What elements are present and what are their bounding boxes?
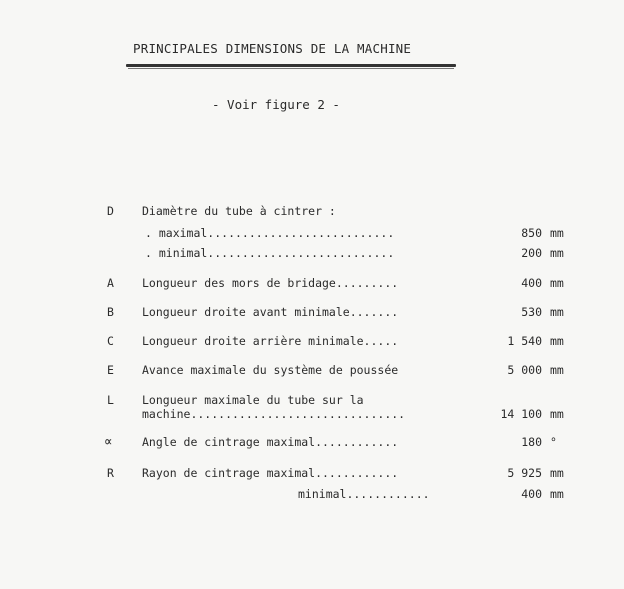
row-label: minimal............ [298,487,430,501]
row-value: 200 [521,246,542,260]
row-value: 14 100 [500,407,542,421]
row-label: Longueur droite arrière minimale..... [142,334,399,348]
dimension-row-a [0,275,624,291]
dimension-row-r-min [0,486,624,502]
row-label: Longueur droite avant minimale....... [142,305,399,319]
row-value: 850 [521,226,542,240]
row-value: 530 [521,305,542,319]
row-unit: ° [550,435,557,449]
row-label: Longueur maximale du tube sur la [142,393,364,407]
row-label: . minimal........................... [145,246,395,260]
row-letter: D [107,204,114,218]
row-unit: mm [550,334,564,348]
row-label: Avance maximale du système de poussée [142,363,399,377]
row-unit: mm [550,487,564,501]
row-label: Longueur des mors de bridage......... [142,276,399,290]
dimension-row-l-cont [0,406,624,422]
title-underline [126,64,456,67]
row-label: Diamètre du tube à cintrer : [142,204,336,218]
dimension-row-b [0,304,624,320]
figure-reference: - Voir figure 2 - [212,97,340,112]
row-unit: mm [550,226,564,240]
row-letter: R [107,466,114,480]
row-unit: mm [550,363,564,377]
row-value: 400 [521,276,542,290]
dimension-row-d [0,203,624,219]
row-label: Angle de cintrage maximal............ [142,435,399,449]
dimension-row-r [0,465,624,481]
title-underline-shadow [128,68,454,69]
dimension-row-d-max [0,225,624,241]
row-value: 5 925 [507,466,542,480]
row-label: Rayon de cintrage maximal............ [142,466,399,480]
row-label: machine............................... [142,407,406,421]
row-letter: B [107,305,114,319]
row-unit: mm [550,246,564,260]
row-value: 180 [521,435,542,449]
row-letter: A [107,276,114,290]
row-letter: E [107,363,114,377]
row-value: 400 [521,487,542,501]
alpha-icon: ∝ [104,434,113,450]
row-unit: mm [550,276,564,290]
page-title: PRINCIPALES DIMENSIONS DE LA MACHINE [133,41,412,56]
row-label: . maximal........................... [145,226,395,240]
row-value: 5 000 [507,363,542,377]
row-value: 1 540 [507,334,542,348]
row-letter: C [107,334,114,348]
dimension-row-alpha [0,434,624,450]
row-unit: mm [550,407,564,421]
row-unit: mm [550,305,564,319]
row-unit: mm [550,466,564,480]
row-letter: L [107,393,114,407]
dimension-row-d-min [0,245,624,261]
dimension-row-c [0,333,624,349]
dimension-row-e [0,362,624,378]
